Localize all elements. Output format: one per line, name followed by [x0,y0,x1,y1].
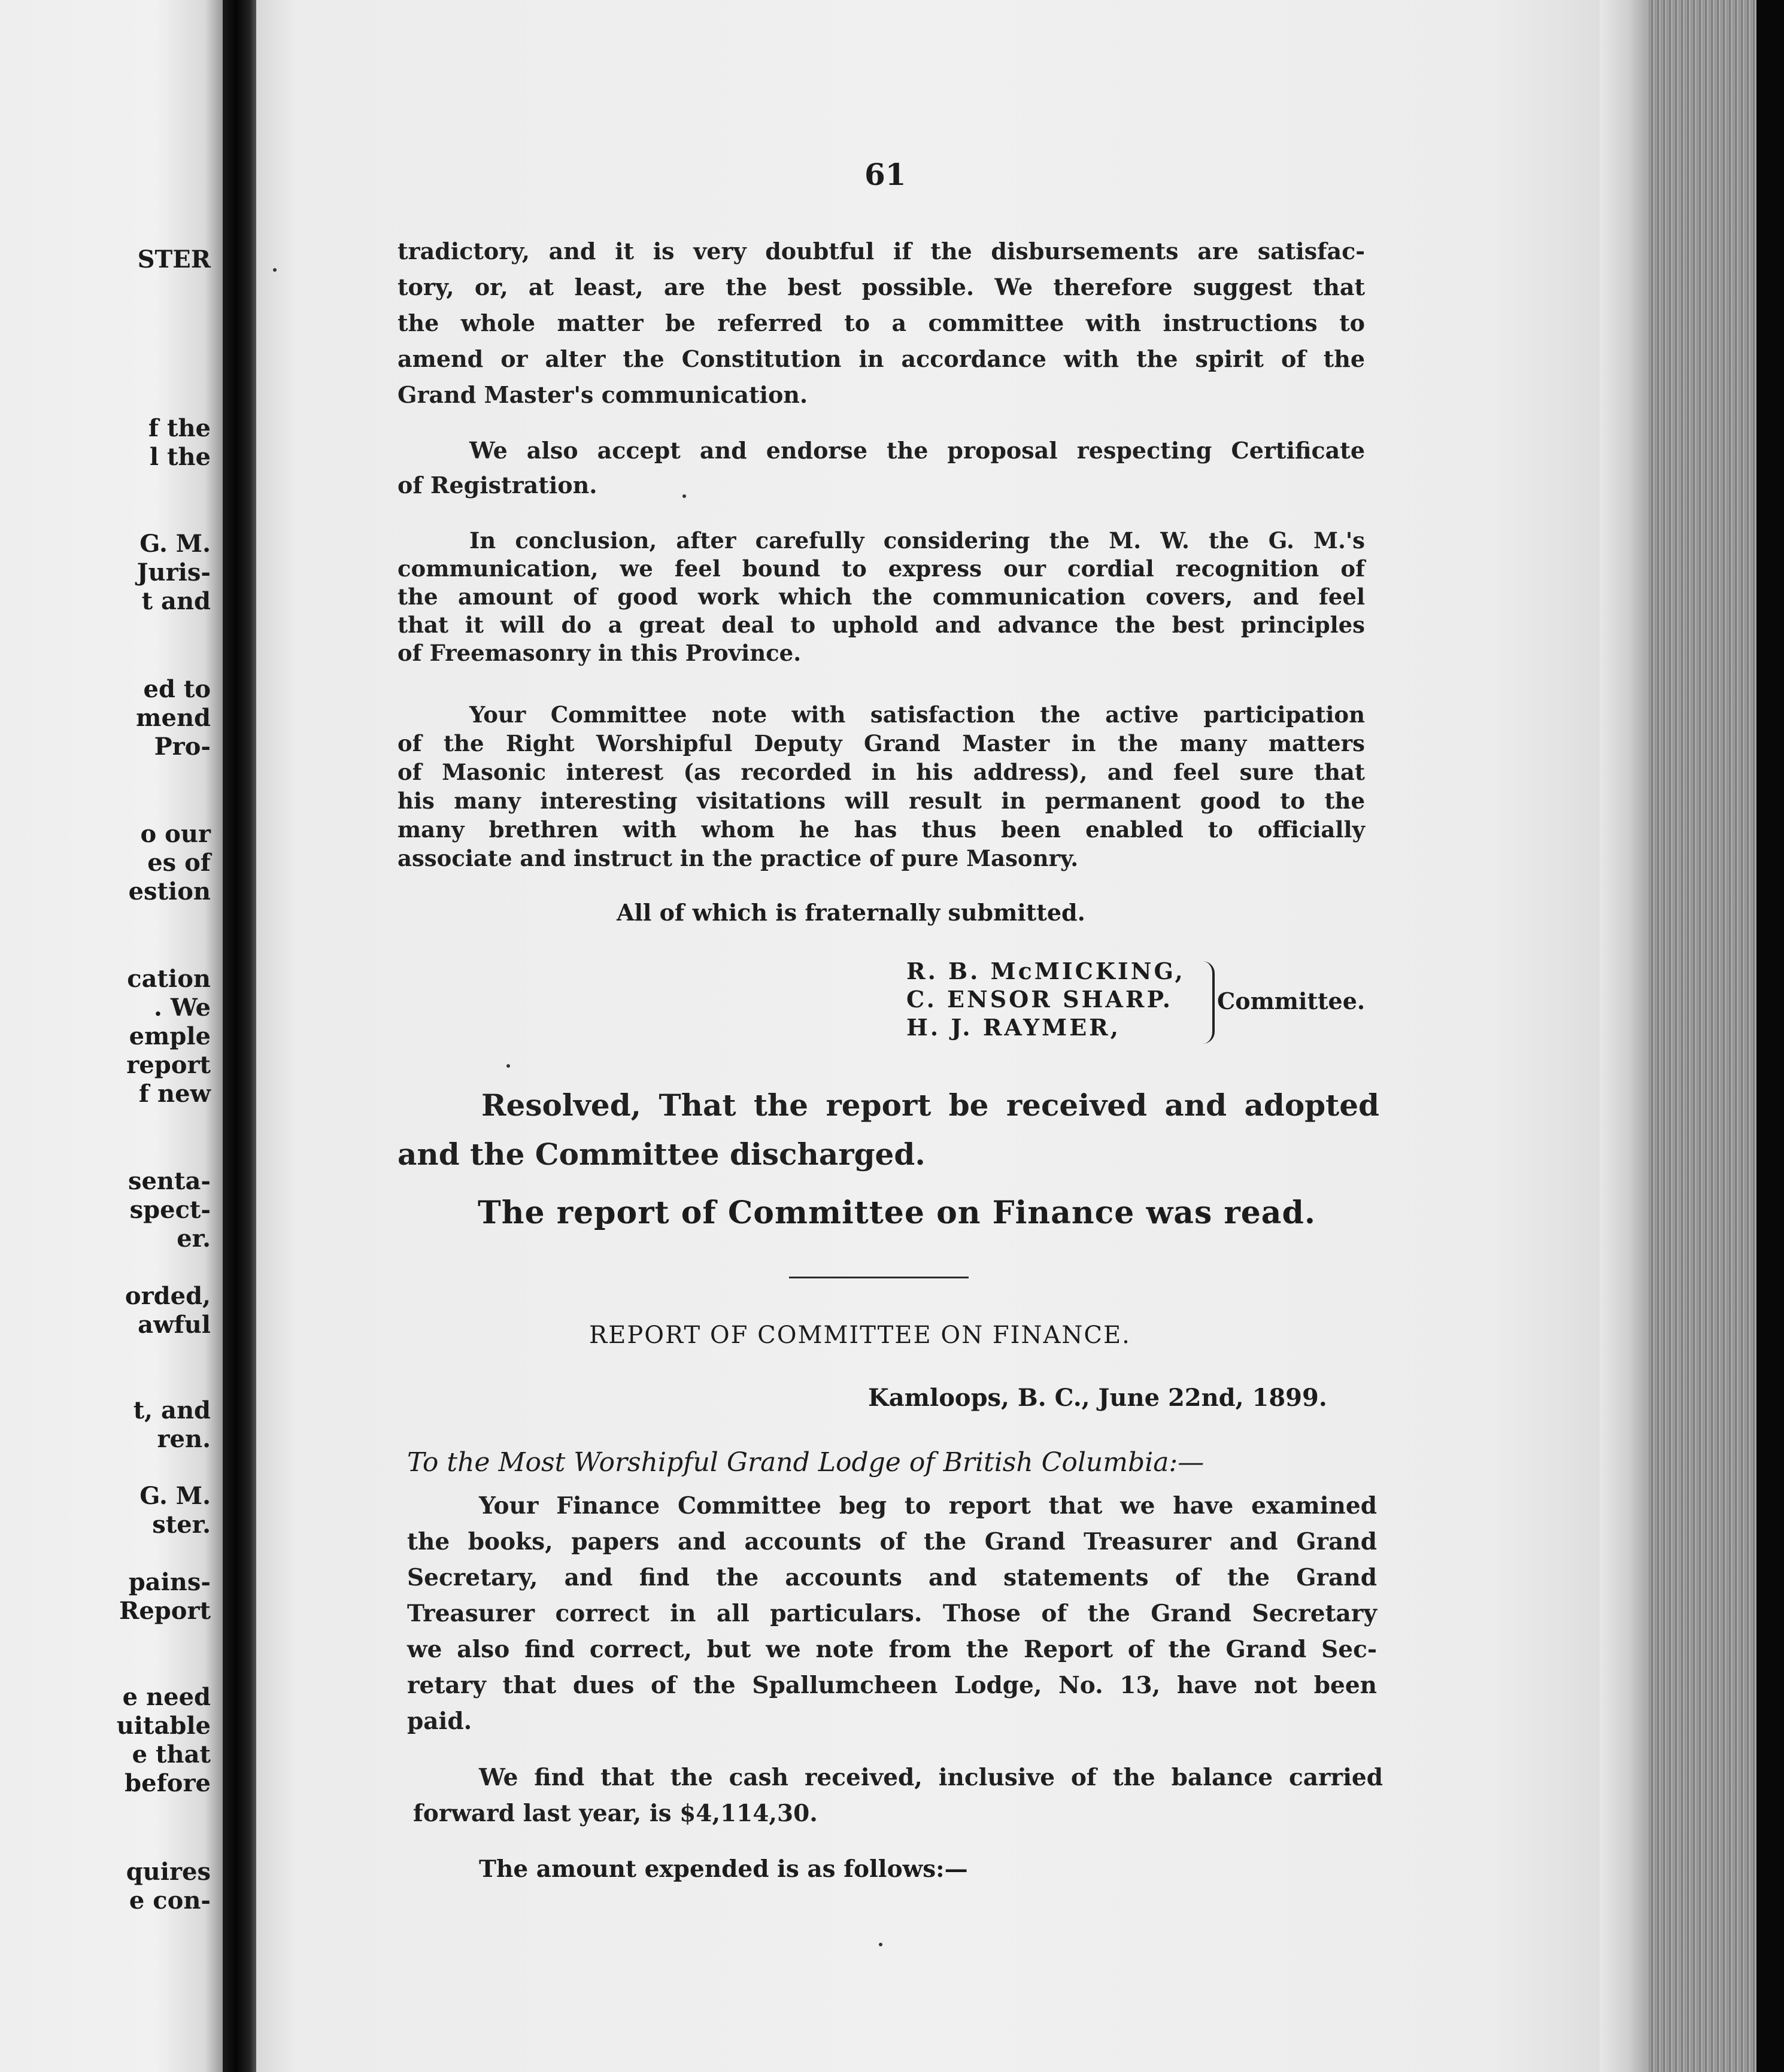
signature-name: R. B. McMICKING, [906,958,1185,985]
left-fragment: ren. [157,1425,211,1453]
text-line: Your Finance Committee beg to report that we have examined [479,1492,1377,1520]
salutation: To the Most Worshipful Grand Lodge of British Columbia:— [407,1447,1204,1478]
left-fragment: STER [137,245,211,274]
left-fragment: spect- [129,1196,211,1224]
text-line: In conclusion, after carefully considering the M. W. the G. M.'s [469,527,1365,554]
text-line: forward last year, is $4,114,30. [413,1800,818,1827]
left-fragment: Report [119,1597,211,1625]
left-fragment: mend [136,704,211,732]
text-line: Grand Master's communication. [398,381,808,408]
left-fragment: cation [127,965,211,993]
left-fragment: G. M. [139,1482,211,1510]
text-line: and the Committee discharged. [398,1137,926,1172]
report-heading: REPORT OF COMMITTEE ON FINANCE. [589,1321,1131,1349]
finance-report-read: The report of Committee on Finance was read. [478,1195,1316,1231]
book-gutter [223,0,256,2072]
text-line: that it will do a great deal to uphold and advance the best principles [398,612,1365,638]
left-fragment: ed to [143,675,211,703]
left-fragment: o our [140,820,211,848]
text-line: retary that dues of the Spallumcheen Lodge, No. 13, have not been [407,1672,1377,1699]
text-line: of Masonic interest (as recorded in his address), and feel sure that [398,759,1365,785]
paragraph-conclusion [398,527,1365,667]
text-line: We find that the cash received, inclusive of the balance carried [479,1764,1383,1791]
signature-name: H. J. RAYMER, [906,1014,1121,1041]
signature-name: C. ENSOR SHARP. [906,986,1173,1013]
page-edge-stack [1600,0,1756,2072]
left-facing-page [0,0,223,2072]
text-line: Your Committee note with satisfaction the active participation [469,701,1365,728]
left-fragment: l the [149,443,211,471]
paragraph-constitution [398,233,1365,413]
left-fragment: Pro- [154,733,211,761]
main-page [256,0,1600,2072]
left-fragment: G. M. [139,530,211,558]
text-line: tory, or, at least, are the best possible. We therefore suggest that [398,274,1365,300]
left-fragment: emple [129,1022,211,1050]
text-line: the amount of good work which the communication covers, and feel [398,584,1365,610]
left-fragment: f new [138,1080,211,1108]
left-fragment: orded, [125,1282,211,1310]
page-edge-highlight [1600,0,1648,2072]
scan-speck [682,494,686,498]
left-fragment: before [125,1769,211,1797]
scan-speck [506,1064,510,1068]
text-line: of Registration. [398,472,597,499]
text-line: his many interesting visitations will result in permanent good to the [398,788,1365,814]
text-line: Secretary, and find the accounts and statements of the Grand [407,1564,1377,1591]
left-fragment: quires [126,1858,211,1886]
text-line: amend or alter the Constitution in accordance with the spirit of the [398,345,1365,372]
closing-line: All of which is fraternally submitted. [617,899,1085,926]
left-fragment: t and [141,587,211,615]
amount-expended-line: The amount expended is as follows:— [479,1855,968,1883]
left-fragment: report [126,1051,211,1079]
text-line: of the Right Worshipful Deputy Grand Master in the many matters [398,730,1365,757]
scan-speck [273,268,277,272]
left-fragment: f the [148,414,211,442]
text-line: the books, papers and accounts of the Grand Treasurer and Grand [407,1528,1377,1555]
left-fragment: Juris- [136,558,211,587]
signature-brace [1199,961,1215,1044]
section-rule [789,1277,969,1278]
left-fragment: uitable [116,1712,211,1740]
scan-speck [879,1943,882,1946]
left-fragment: t, and [133,1396,211,1424]
left-fragment: estion [128,877,211,906]
page-number: 61 [864,157,906,192]
text-line: tradictory, and it is very doubtful if the disbursements are satisfac- [398,238,1365,265]
left-fragment: e con- [129,1886,211,1915]
resolved-paragraph [398,1081,1379,1179]
text-line: Treasurer correct in all particulars. Those of the Grand Secretary [407,1600,1377,1627]
left-fragment: senta- [128,1167,211,1195]
paragraph-deputy [398,700,1365,873]
text-line: paid. [407,1708,472,1735]
text-line: of Freemasonry in this Province. [398,640,802,666]
left-fragment: ster. [152,1511,211,1539]
left-fragment: e that [132,1740,211,1769]
dateline: Kamloops, B. C., June 22nd, 1899. [868,1384,1327,1412]
left-fragment: . We [154,994,211,1022]
text-line: We also accept and endorse the proposal respecting Certificate [469,437,1365,464]
left-fragment: er. [177,1225,211,1253]
left-fragment: es of [147,849,211,877]
text-line: we also find correct, but we note from the Report of the Grand Sec- [407,1636,1377,1663]
left-fragment: e need [122,1683,211,1711]
cash-received-paragraph [413,1760,1383,1831]
scanner-border [1756,0,1784,2072]
left-fragment: awful [138,1311,211,1339]
text-line: communication, we feel bound to express our cordial recognition of [398,555,1365,582]
finance-paragraph [407,1488,1377,1739]
text-line: Resolved, That the report be received and adopted [481,1087,1379,1123]
left-fragment: pains- [128,1568,211,1596]
committee-label: Committee. [1217,988,1366,1014]
paragraph-certificate [398,433,1365,503]
text-line: many brethren with whom he has thus been enabled to officially [398,816,1365,843]
text-line: the whole matter be referred to a committee with instructions to [398,309,1365,336]
text-line: associate and instruct in the practice of pure Masonry. [398,845,1079,871]
